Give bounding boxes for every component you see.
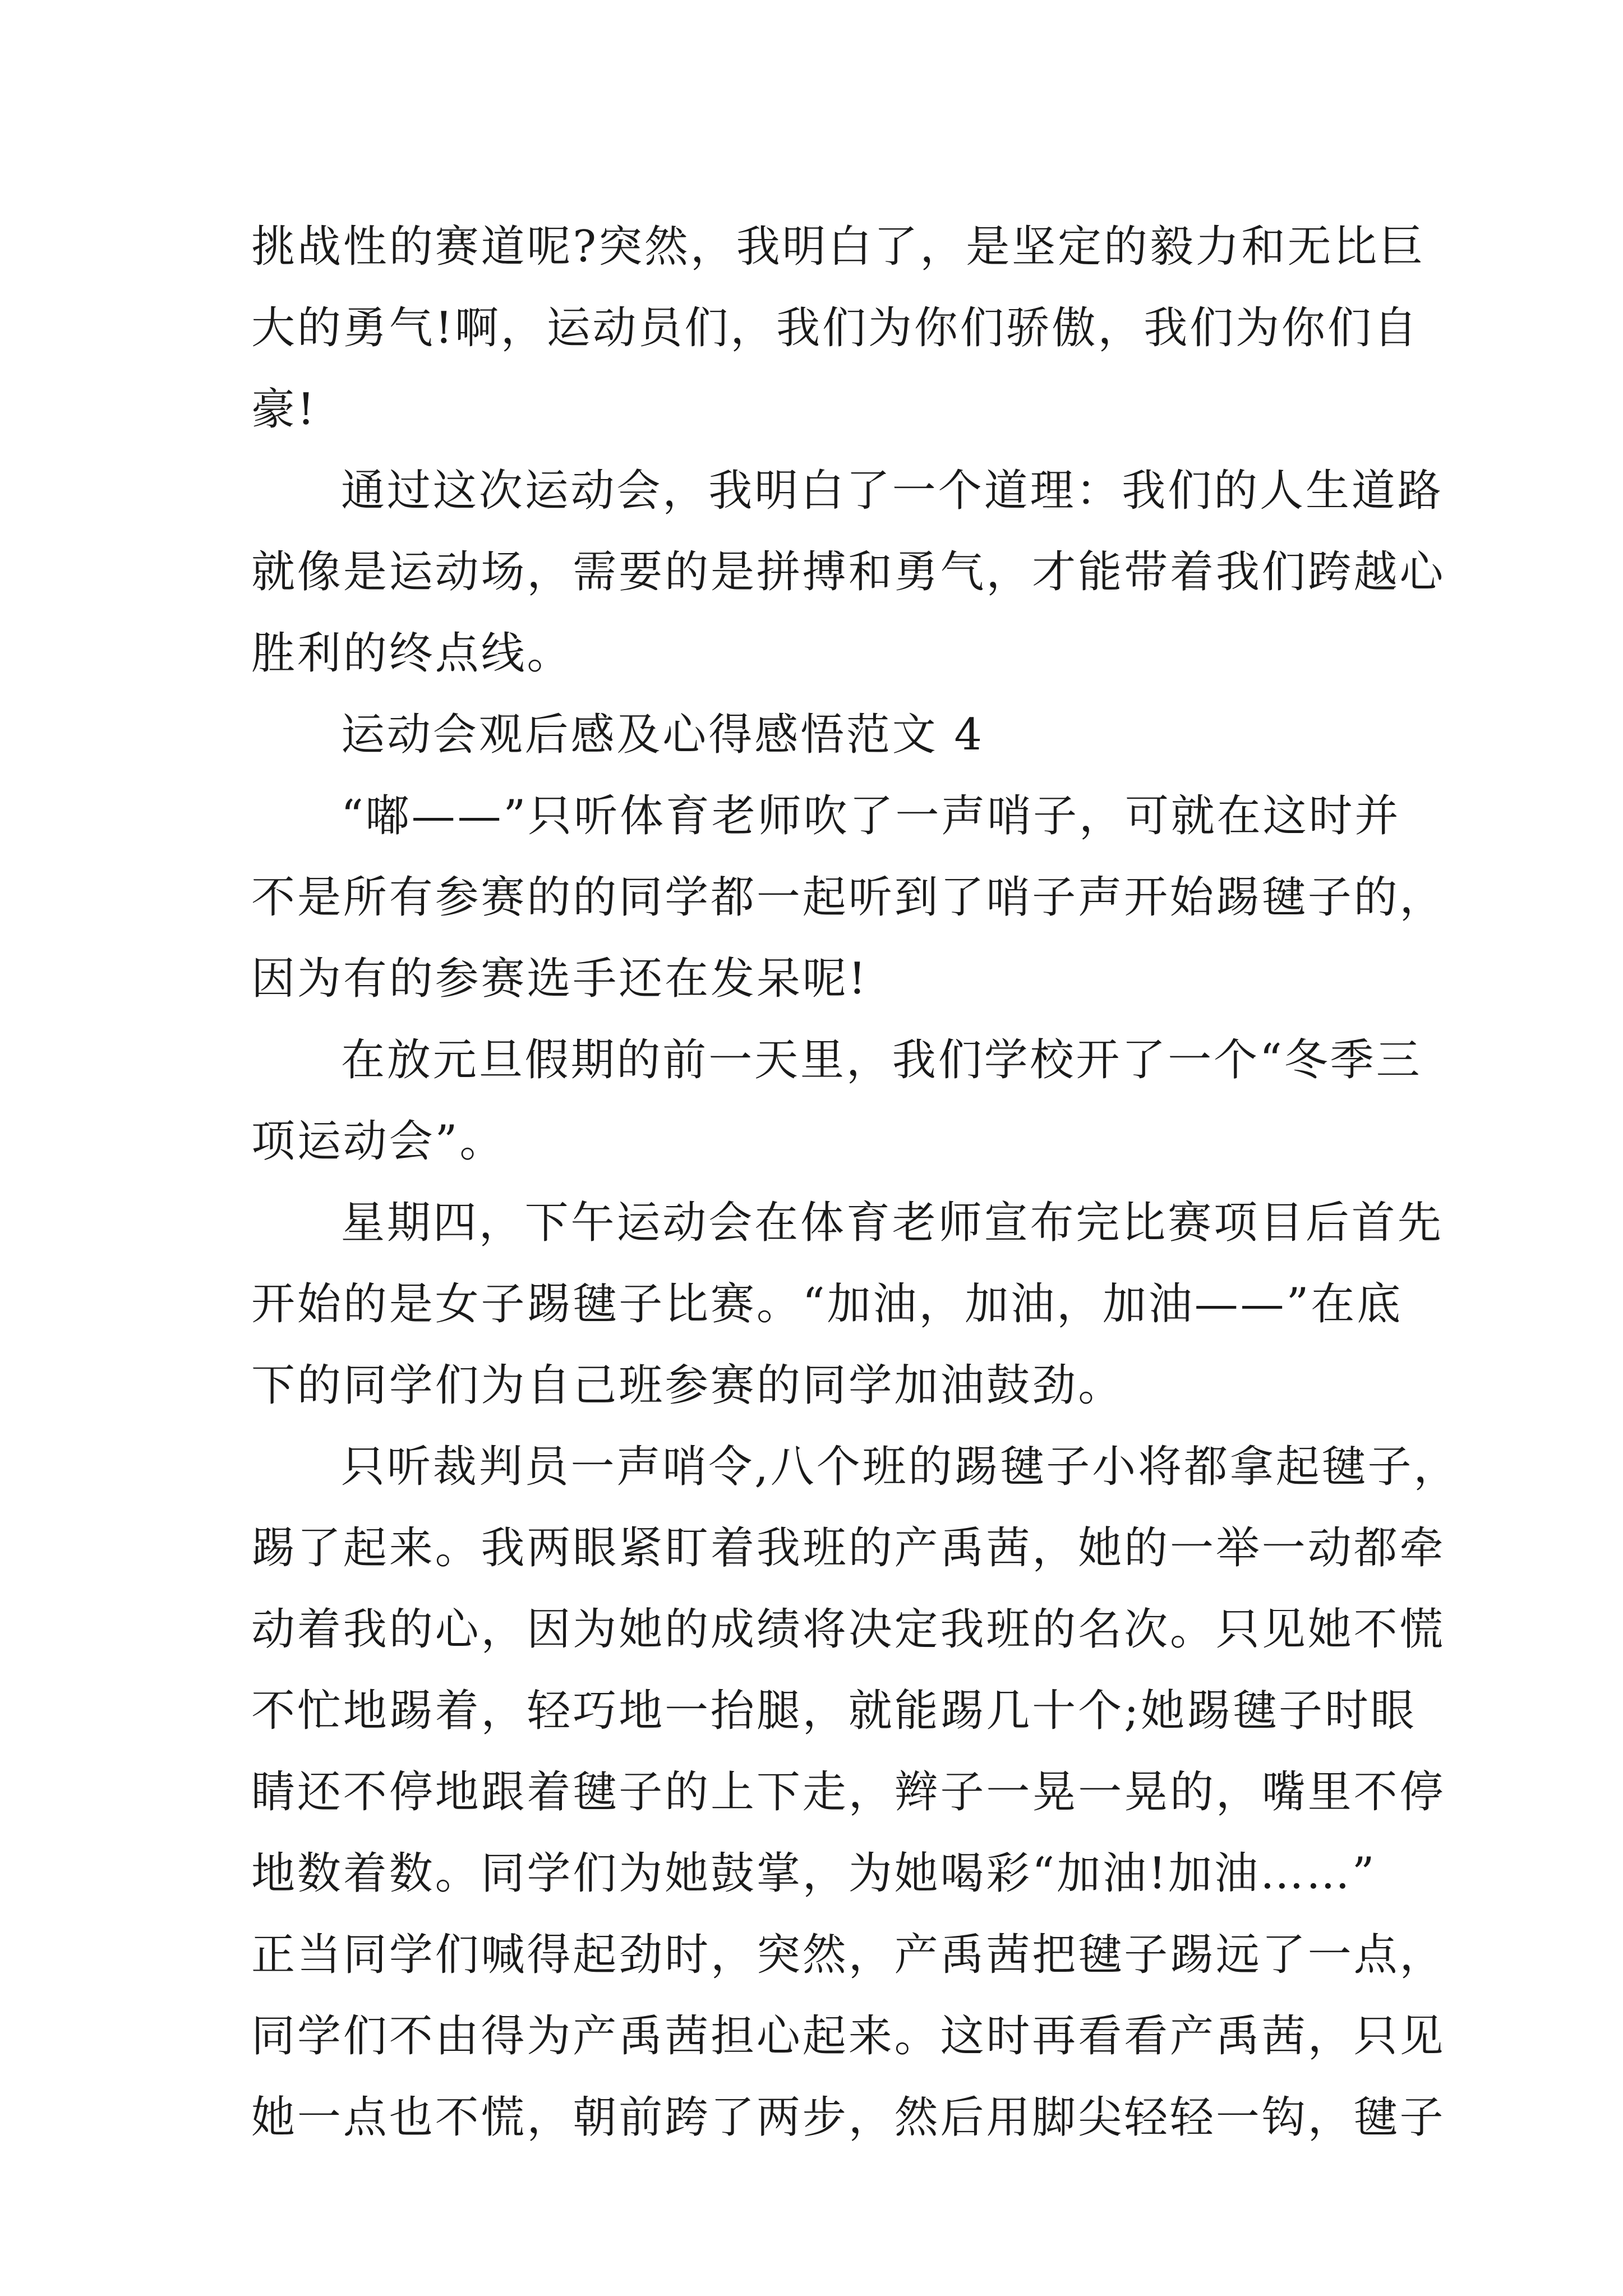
text-line: 地数着数。同学们为她鼓掌，为她喝彩“加油!加油……” [251,1848,1377,1899]
text-line: 开始的是女子踢毽子比赛。“加油，加油，加油——”在底 [251,1279,1403,1329]
text-line: 不忙地踢着，轻巧地一抬腿，就能踢几十个;她踢毽子时眼 [251,1686,1417,1736]
document-body [251,206,1460,2159]
text-line: 正当同学们喊得起劲时，突然，产禹茜把毽子踢远了一点， [251,1930,1446,1980]
text-line: 她一点也不慌，朝前跨了两步，然后用脚尖轻轻一钩，毽子 [251,2092,1446,2143]
paragraph-first-line: 星期四，下午运动会在体育老师宣布完比赛项目后首先 [341,1198,1444,1248]
text-line: 因为有的参赛选手还在发呆呢! [251,954,868,1004]
paragraph-first-line: 在放元旦假期的前一天里，我们学校开了一个“冬季三 [341,1035,1422,1085]
text-line: 动着我的心，因为她的成绩将决定我班的名次。只见她不慌 [251,1604,1446,1655]
paragraph-first-line: 通过这次运动会，我明白了一个道理：我们的人生道路 [341,466,1444,516]
text-line: 豪! [251,384,317,435]
text-line: 同学们不由得为产禹茜担心起来。这时再看看产禹茜，只见 [251,2011,1446,2062]
text-line: 踢了起来。我两眼紧盯着我班的产禹茜，她的一举一动都牵 [251,1523,1446,1573]
text-line: 挑战性的赛道呢?突然，我明白了，是坚定的毅力和无比巨 [251,222,1426,272]
text-line: 睛还不停地跟着毽子的上下走，辫子一晃一晃的，嘴里不停 [251,1767,1446,1818]
text-line: 下的同学们为自己班参赛的同学加油鼓劲。 [251,1360,1124,1411]
text-line: 大的勇气!啊，运动员们，我们为你们骄傲，我们为你们自 [251,303,1419,353]
section-heading: 运动会观后感及心得感悟范文 4 [341,710,984,760]
text-line: 不是所有参赛的的同学都一起听到了哨子声开始踢毽子的， [251,872,1446,923]
text-line: 胜利的终点线。 [251,628,573,679]
text-line: 项运动会”。 [251,1116,506,1167]
text-line: 就像是运动场，需要的是拼搏和勇气，才能带着我们跨越心 [251,547,1446,597]
paragraph-first-line: “嘟——”只听体育老师吹了一声哨子，可就在这时并 [341,791,1401,841]
paragraph-first-line: 只听裁判员一声哨令,八个班的踢毽子小将都拿起毽子， [341,1442,1460,1492]
